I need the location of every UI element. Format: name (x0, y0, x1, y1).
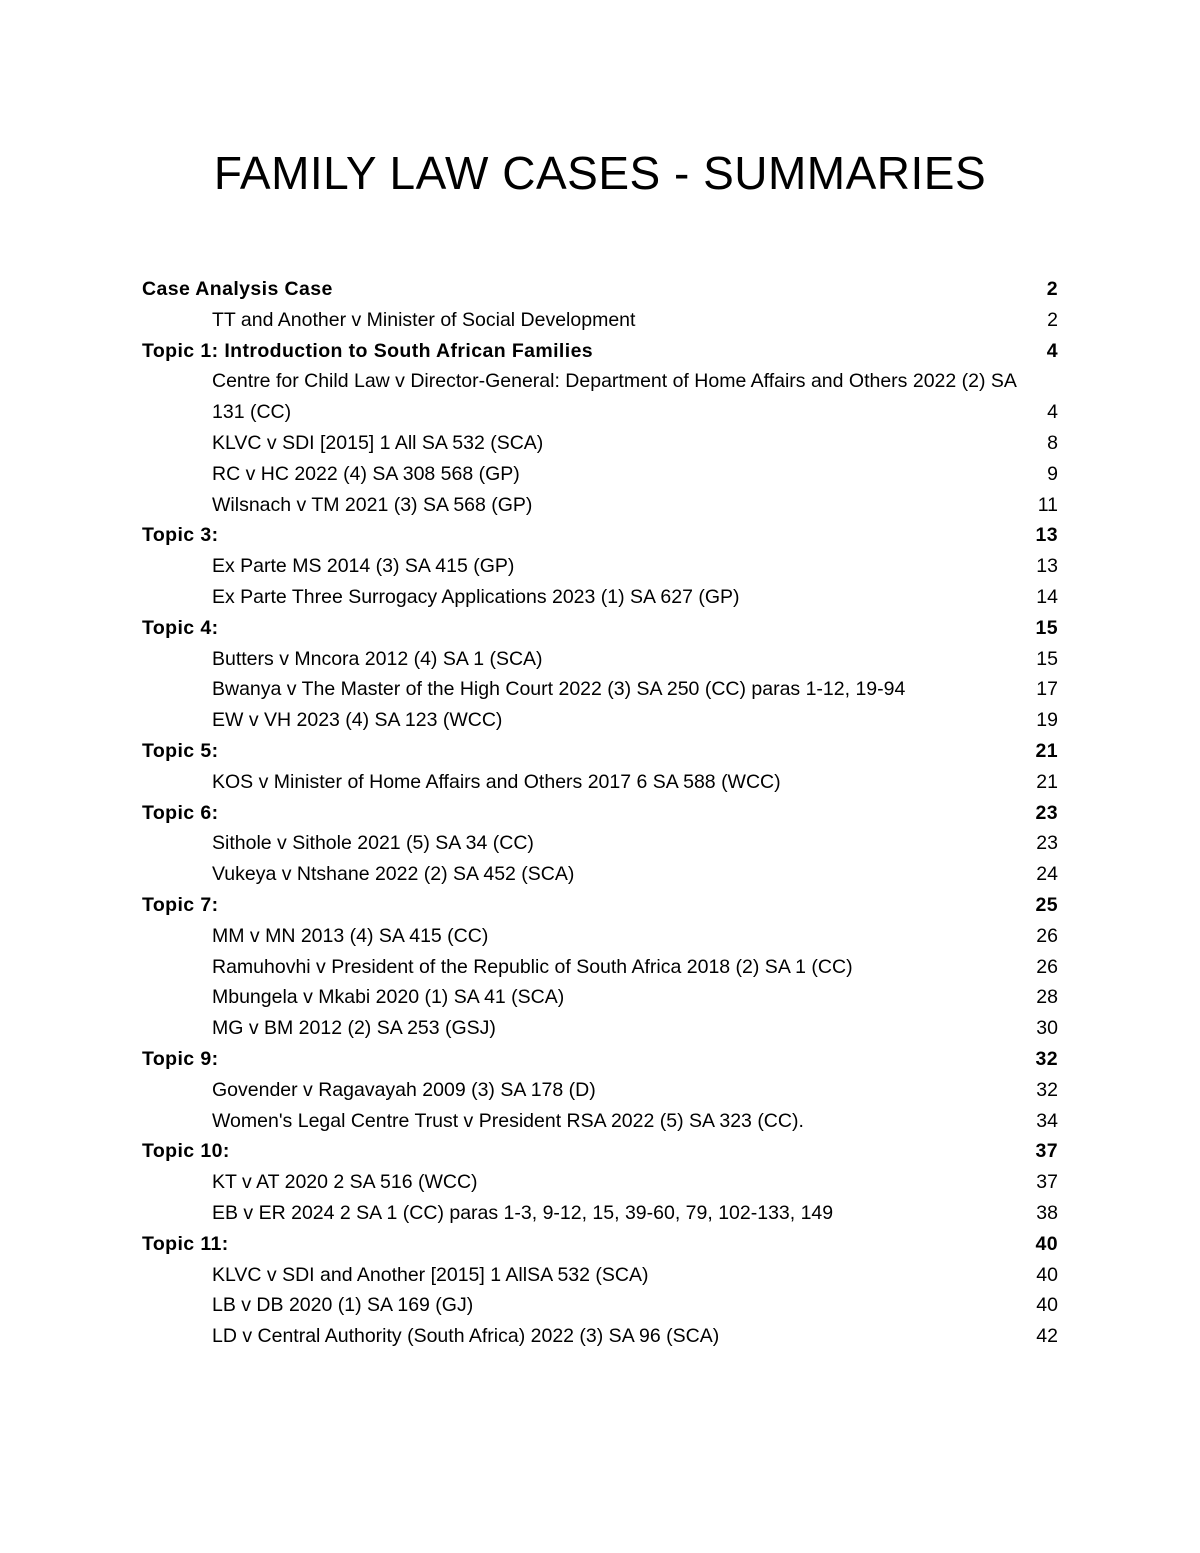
toc-entry[interactable] (142, 1167, 1058, 1198)
toc-heading[interactable] (142, 1229, 1058, 1260)
toc-entry-page-number: 42 (1036, 1325, 1058, 1348)
toc-entry-label: TT and Another v Minister of Social Development (212, 308, 636, 331)
toc-entry-label: Women's Legal Centre Trust v President RSA 2022 (5) SA 323 (CC). (212, 1109, 804, 1132)
toc-section (142, 613, 1058, 736)
toc-entry-label: Mbungela v Mkabi 2020 (1) SA 41 (SCA) (212, 986, 565, 1009)
toc-entry-label: KOS v Minister of Home Affairs and Others 2017 6 SA 588 (WCC) (212, 770, 781, 793)
toc-heading-label: Topic 5: (142, 739, 219, 762)
toc-entry-label: Ex Parte MS 2014 (3) SA 415 (GP) (212, 555, 515, 578)
toc-heading[interactable] (142, 336, 1058, 367)
toc-entry-page-number: 40 (1036, 1263, 1058, 1286)
toc-heading-page-number: 32 (1035, 1047, 1058, 1070)
toc-entry[interactable] (142, 551, 1058, 582)
document-title: FAMILY LAW CASES - SUMMARIES (213, 147, 987, 199)
toc-entry[interactable] (142, 705, 1058, 736)
toc-entry-label: EW v VH 2023 (4) SA 123 (WCC) (212, 709, 503, 732)
toc-entry[interactable] (142, 828, 1058, 859)
toc-entry-label: RC v HC 2022 (4) SA 308 568 (GP) (212, 462, 520, 485)
toc-entry-label: MG v BM 2012 (2) SA 253 (GSJ) (212, 1017, 496, 1040)
toc-entry[interactable] (142, 1013, 1058, 1044)
toc-entry-page-number: 14 (1036, 585, 1058, 608)
toc-heading-page-number: 37 (1035, 1140, 1058, 1163)
toc-heading-page-number: 40 (1035, 1232, 1058, 1255)
toc-entry-page-number: 30 (1036, 1017, 1058, 1040)
toc-section (142, 1136, 1058, 1228)
toc-heading[interactable] (142, 890, 1058, 921)
toc-entry-label: Butters v Mncora 2012 (4) SA 1 (SCA) (212, 647, 543, 670)
toc-entry-page-number: 21 (1036, 770, 1058, 793)
toc-entry-page-number: 24 (1036, 863, 1058, 886)
toc-section (142, 798, 1058, 890)
toc-entry-page-number: 2 (1047, 308, 1058, 331)
toc-entry-label: LB v DB 2020 (1) SA 169 (GJ) (212, 1294, 474, 1317)
toc-entry[interactable] (142, 952, 1058, 983)
toc-heading[interactable] (142, 736, 1058, 767)
toc-section (142, 1044, 1058, 1136)
toc-entry-page-number: 28 (1036, 986, 1058, 1009)
toc-entry-page-number: 38 (1036, 1201, 1058, 1224)
toc-entry-page-number: 40 (1036, 1294, 1058, 1317)
toc-entry-page-number: 26 (1036, 924, 1058, 947)
toc-entry[interactable] (142, 459, 1058, 490)
toc-entry-page-number: 34 (1036, 1109, 1058, 1132)
toc-entry[interactable] (142, 1290, 1058, 1321)
toc-section (142, 736, 1058, 798)
toc-heading[interactable] (142, 1136, 1058, 1167)
toc-heading-label: Topic 6: (142, 801, 219, 824)
toc-entry[interactable] (142, 490, 1058, 521)
toc-entry-label: KT v AT 2020 2 SA 516 (WCC) (212, 1171, 478, 1194)
toc-entry-page-number: 37 (1036, 1171, 1058, 1194)
toc-entry-label: Ramuhovhi v President of the Republic of South Africa 2018 (2) SA 1 (CC) (212, 955, 853, 978)
toc-heading-page-number: 23 (1035, 801, 1058, 824)
toc-heading[interactable] (142, 1044, 1058, 1075)
toc-heading-page-number: 15 (1035, 616, 1058, 639)
toc-entry[interactable] (142, 1106, 1058, 1137)
toc-heading-label: Topic 1: Introduction to South African Families (142, 339, 594, 362)
toc-entry-label: LD v Central Authority (South Africa) 2022 (3) SA 96 (SCA) (212, 1325, 720, 1348)
toc-entry[interactable] (142, 767, 1058, 798)
toc-entry-page-number: 15 (1036, 647, 1058, 670)
toc-section (142, 1229, 1058, 1352)
toc-heading[interactable] (142, 613, 1058, 644)
toc-entry[interactable] (142, 305, 1058, 336)
toc-entry-label: Vukeya v Ntshane 2022 (2) SA 452 (SCA) (212, 863, 575, 886)
toc-entry-label: Bwanya v The Master of the High Court 2022 (3) SA 250 (CC) paras 1-12, 19-94 (212, 678, 906, 701)
toc-entry-label: KLVC v SDI [2015] 1 All SA 532 (SCA) (212, 431, 544, 454)
toc-heading-label: Topic 3: (142, 524, 219, 547)
toc-entry-label: Ex Parte Three Surrogacy Applications 2023 (1) SA 627 (GP) (212, 585, 740, 608)
toc-heading-page-number: 2 (1046, 278, 1058, 300)
toc-entry-label: Govender v Ragavayah 2009 (3) SA 178 (D) (212, 1078, 596, 1101)
toc-heading-label: Topic 11: (142, 1232, 229, 1255)
toc-section (142, 520, 1058, 612)
toc-entry-label: EB v ER 2024 2 SA 1 (CC) paras 1-3, 9-12, 15, 39-60, 79, 102-133, 149 (212, 1201, 834, 1224)
toc-heading-label: Case Analysis Case (142, 278, 333, 300)
toc-entry[interactable] (142, 1260, 1058, 1291)
toc-entry[interactable] (142, 1198, 1058, 1229)
toc-entry-page-number: 17 (1036, 678, 1058, 701)
toc-entry[interactable] (142, 921, 1058, 952)
toc-entry-label: MM v MN 2013 (4) SA 415 (CC) (212, 924, 489, 947)
toc-entry[interactable] (142, 1075, 1058, 1106)
toc-entry-label: Sithole v Sithole 2021 (5) SA 34 (CC) (212, 832, 534, 855)
toc-section (142, 274, 1058, 336)
toc-entry-page-number: 11 (1037, 493, 1058, 516)
toc-heading-page-number: 13 (1035, 524, 1058, 547)
toc-heading-label: Topic 4: (142, 616, 219, 639)
toc-entry[interactable] (142, 674, 1058, 705)
toc-heading[interactable] (142, 520, 1058, 551)
toc-entry[interactable] (142, 1321, 1058, 1352)
toc-heading[interactable] (142, 798, 1058, 829)
toc-entry-page-number: 23 (1036, 832, 1058, 855)
toc-entry[interactable] (142, 859, 1058, 890)
toc-section (142, 890, 1058, 1044)
toc-entry-page-number: 19 (1036, 709, 1058, 732)
toc-entry-page-number: 32 (1036, 1078, 1058, 1101)
toc-section (142, 336, 1058, 521)
toc-heading[interactable] (142, 274, 1058, 305)
table-of-contents (142, 274, 1058, 1352)
toc-entry-page-number: 8 (1047, 431, 1058, 454)
toc-entry[interactable] (142, 644, 1058, 675)
toc-heading-page-number: 21 (1035, 739, 1058, 762)
toc-entry-page-number: 13 (1036, 555, 1058, 578)
toc-heading-page-number: 25 (1035, 893, 1058, 916)
toc-entry-page-number: 9 (1047, 462, 1058, 485)
toc-heading-label: Topic 7: (142, 893, 219, 916)
toc-entry[interactable] (142, 428, 1058, 459)
toc-heading-page-number: 4 (1046, 339, 1058, 362)
toc-heading-label: Topic 10: (142, 1140, 230, 1163)
toc-entry[interactable] (142, 582, 1058, 613)
toc-heading-label: Topic 9: (142, 1047, 219, 1070)
toc-entry-label: KLVC v SDI and Another [2015] 1 AllSA 532 (SCA) (212, 1263, 649, 1286)
toc-entry-label: Centre for Child Law v Director-General: Department of Home Affairs and Others 2022 (2) SA 131 (CC) (212, 370, 1016, 424)
toc-entry-label: Wilsnach v TM 2021 (3) SA 568 (GP) (212, 493, 533, 516)
toc-entry[interactable] (142, 982, 1058, 1013)
toc-entry[interactable] (142, 366, 1058, 428)
toc-entry-page-number: 26 (1036, 955, 1058, 978)
toc-entry-page-number: 4 (1047, 401, 1058, 424)
